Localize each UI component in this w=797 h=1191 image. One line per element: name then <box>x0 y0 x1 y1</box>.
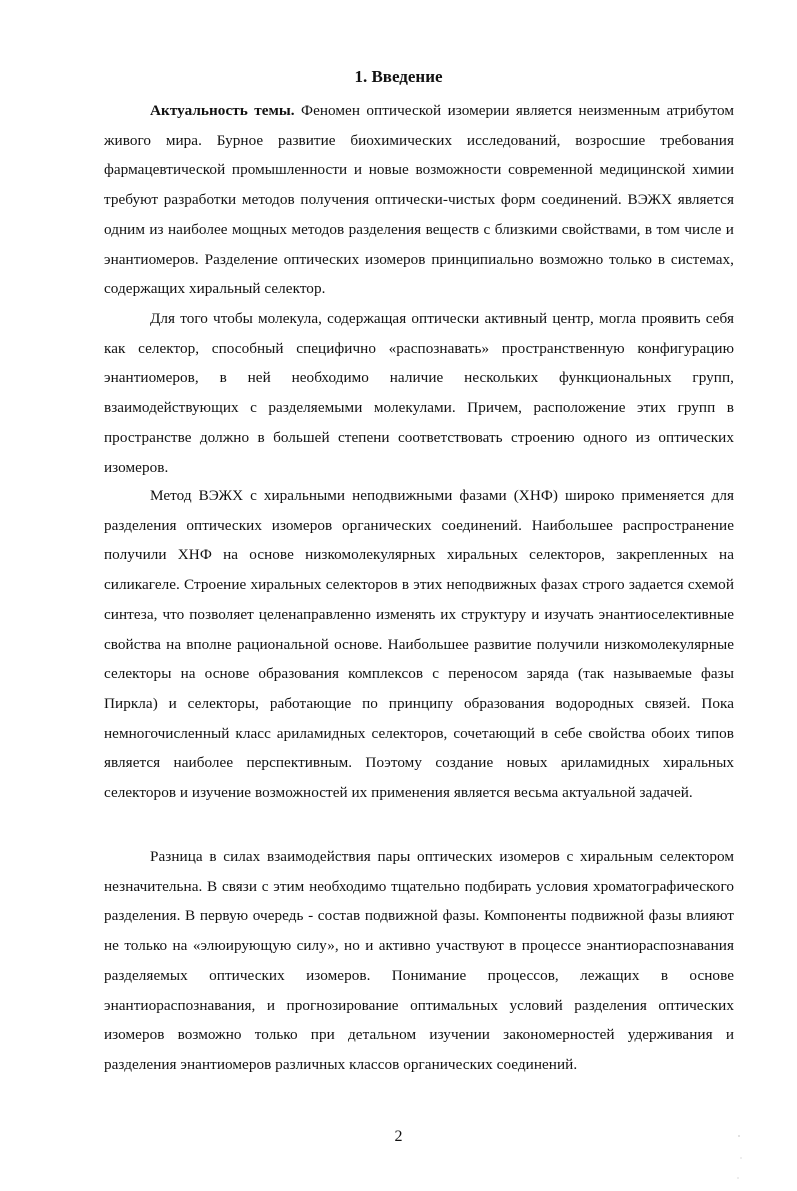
paragraph-text: Разница в силах взаимодействия пары оптических изомеров с хиральным селектором незначительна. В связи с этим необходимо тщательно подбирать условия хроматографического разделения. В первую очередь - состав подвижной фазы. Компоненты подвижной фазы влияют не только на «элюирующую силу», но и активно участвуют в процессе энантиораспознавания разделяемых оптических изомеров. Понимание процессов, лежащих в основе энантиораспознавания, и прогнозирование оптимальных условий разделения оптических изомеров возможно только при детальном изучении закономерностей удерживания и разделения энантиомеров различных классов органических соединений. <box>104 848 734 1073</box>
paragraph-text: Метод ВЭЖХ с хиральными неподвижными фазами (ХНФ) широко применяется для разделения оптических изомеров органических соединений. Наибольшее распространение получили ХНФ на основе низкомолекулярных хиральных селекторов, закрепленных на силикагеле. Строение хиральных селекторов в этих неподвижных фазах строго задается схемой синтеза, что позволяет целенаправленно изменять их структуру и изучать энантиоселективные свойства на вполне рациональной основе. Наибольшее развитие получили низкомолекулярные селекторы на основе образования комплексов с переносом заряда (так называемые фазы Пиркла) и селекторы, работающие по принципу образования водородных связей. Пока немногочисленный класс ариламидных селекторов, сочетающий в себе свойства обоих типов является наиболее перспективным. Поэтому создание новых ариламидных хиральных селекторов и изучение возможностей их применения является весьма актуальной задачей. <box>104 487 734 802</box>
paragraph-lead: Актуальность темы. <box>150 102 295 119</box>
speck <box>741 1158 742 1159</box>
page-number: 2 <box>394 1128 403 1145</box>
section-title: 1. Введение <box>354 67 443 86</box>
paragraph-hplc-method <box>104 481 734 808</box>
scan-specks <box>736 1130 746 1190</box>
paragraph-text: Для того чтобы молекула, содержащая оптически активный центр, могла проявить себя как селектор, способный специфично «распознавать» пространственную конфигурацию энантиомеров, в ней необходимо наличие нескольких функциональных групп, взаимодействующих с разделяемыми молекулами. Причем, расположение этих групп в пространстве должно в большей степени соответствовать строению одного из оптических изомеров. <box>104 310 734 476</box>
paragraph-selector <box>104 304 734 482</box>
paragraph-text: Феномен оптической изомерии является неизменным атрибутом живого мира. Бурное развитие биохимических исследований, возросшие требования фармацевтической промышленности и новые возможности современной медицинской химии требуют разработки методов получения оптически-чистых форм соединений. ВЭЖХ является одним из наиболее мощных методов разделения веществ с близкими свойствами, в том числе и энантиомеров. Разделение оптических изомеров принципиально возможно только в системах, содержащих хиральный селектор. <box>104 102 734 298</box>
speck <box>738 1135 739 1136</box>
paragraph-relevance <box>104 96 734 304</box>
speck <box>738 1178 739 1179</box>
paragraph-interaction <box>104 842 734 1080</box>
